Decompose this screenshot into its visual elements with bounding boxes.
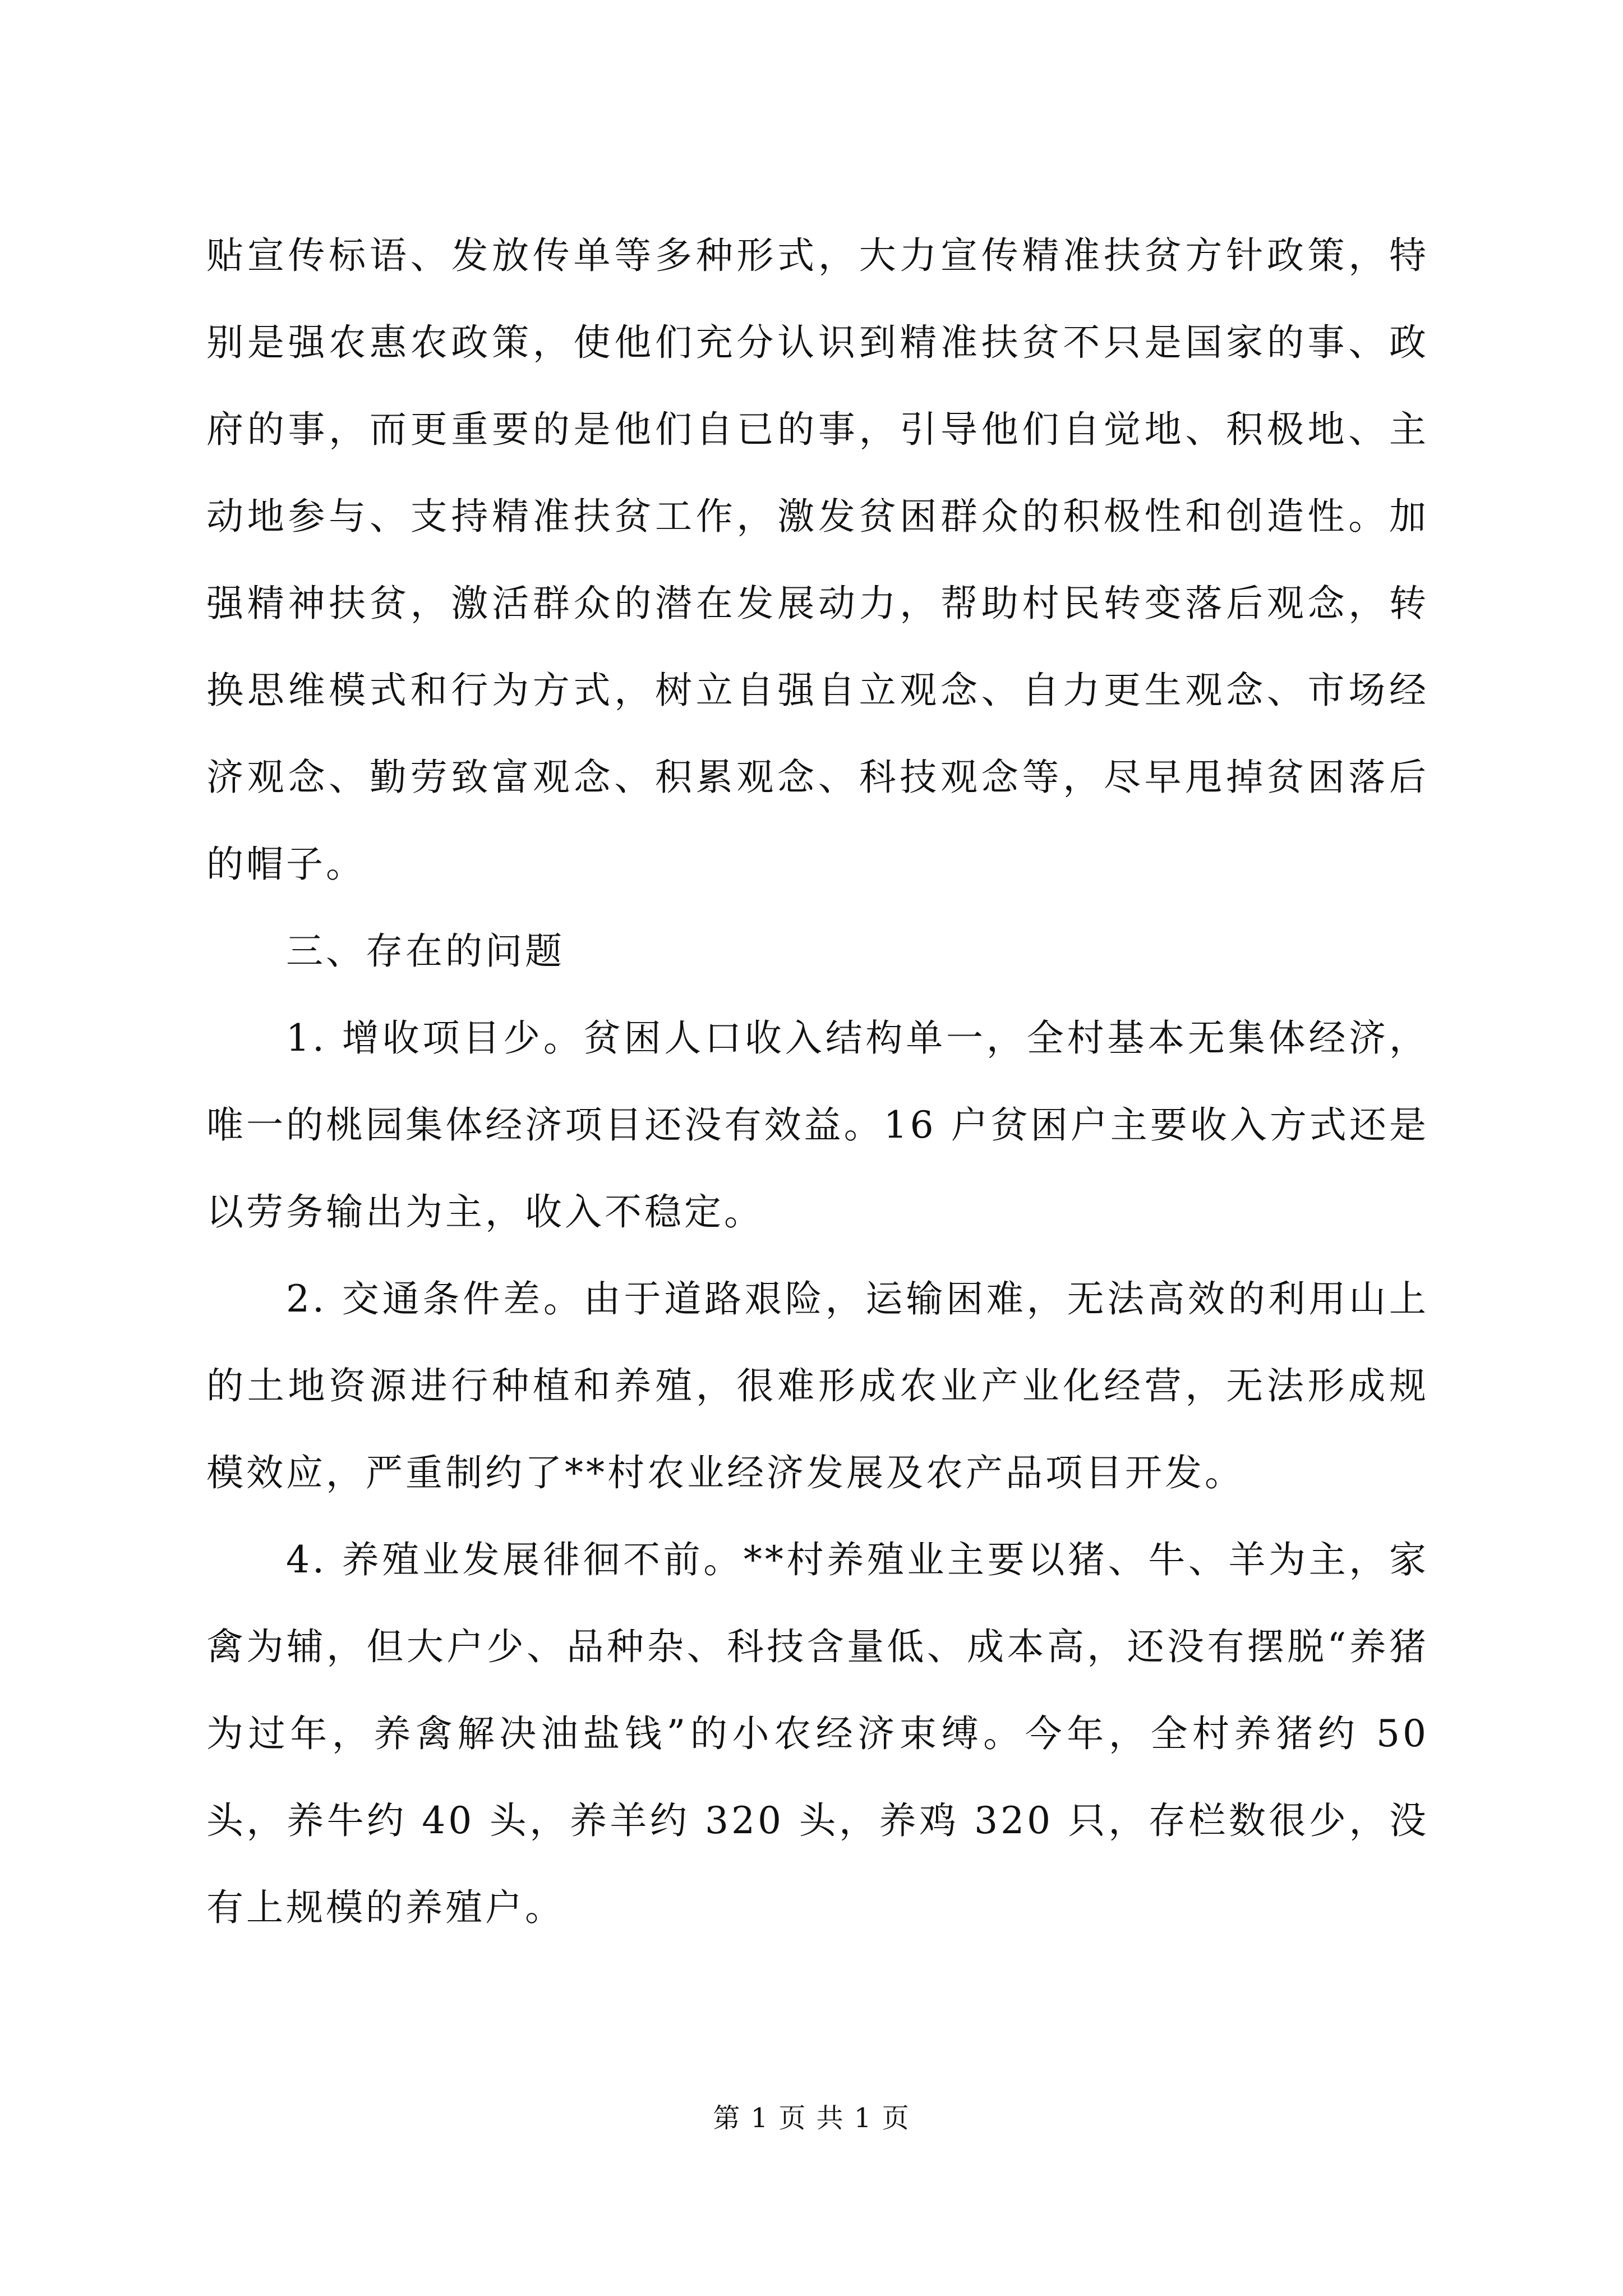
document-body: [206, 212, 1429, 1951]
problem-item-1: 1. 增收项目少。贫困人口收入结构单一，全村基本无集体经济，唯一的桃园集体经济项目还没有效益。16 户贫困户主要收入方式还是以劳务输出为主，收入不稳定。: [206, 1016, 1429, 1234]
problem-item-2: 2. 交通条件差。由于道路艰险，运输困难，无法高效的利用山上的土地资源进行种植和养殖，很难形成农业产业化经营，无法形成规模效应，严重制约了**村农业经济发展及农产品项目开发。: [206, 1277, 1429, 1494]
paragraph-publicity-continuation: 贴宣传标语、发放传单等多种形式，大力宣传精准扶贫方针政策，特别是强农惠农政策，使他们充分认识到精准扶贫不只是国家的事、政府的事，而更重要的是他们自已的事，引导他们自觉地、积极地、主动地参与、支持精准扶贫工作，激发贫困群众的积极性和创造性。加强精神扶贫，激活群众的潜在发展动力，帮助村民转变落后观念，转换思维模式和行为方式，树立自强自立观念、自力更生观念、市场经济观念、勤劳致富观念、积累观念、科技观念等，尽早甩掉贫困落后的帽子。: [206, 234, 1429, 886]
page-footer: 第 1 页 共 1 页: [713, 2102, 910, 2134]
problem-item-4: 4. 养殖业发展徘徊不前。**村养殖业主要以猪、牛、羊为主，家禽为辅，但大户少、品种杂、科技含量低、成本高，还没有摆脱“养猪为过年，养禽解决油盐钱”的小农经济束缚。今年，全村养猪约 50 头，养牛约 40 头，养羊约 320 头，养鸡 320 只，存栏数很少，没有上规模的养殖户。: [206, 1538, 1429, 1929]
section-heading-problems: 三、存在的问题: [286, 930, 565, 973]
